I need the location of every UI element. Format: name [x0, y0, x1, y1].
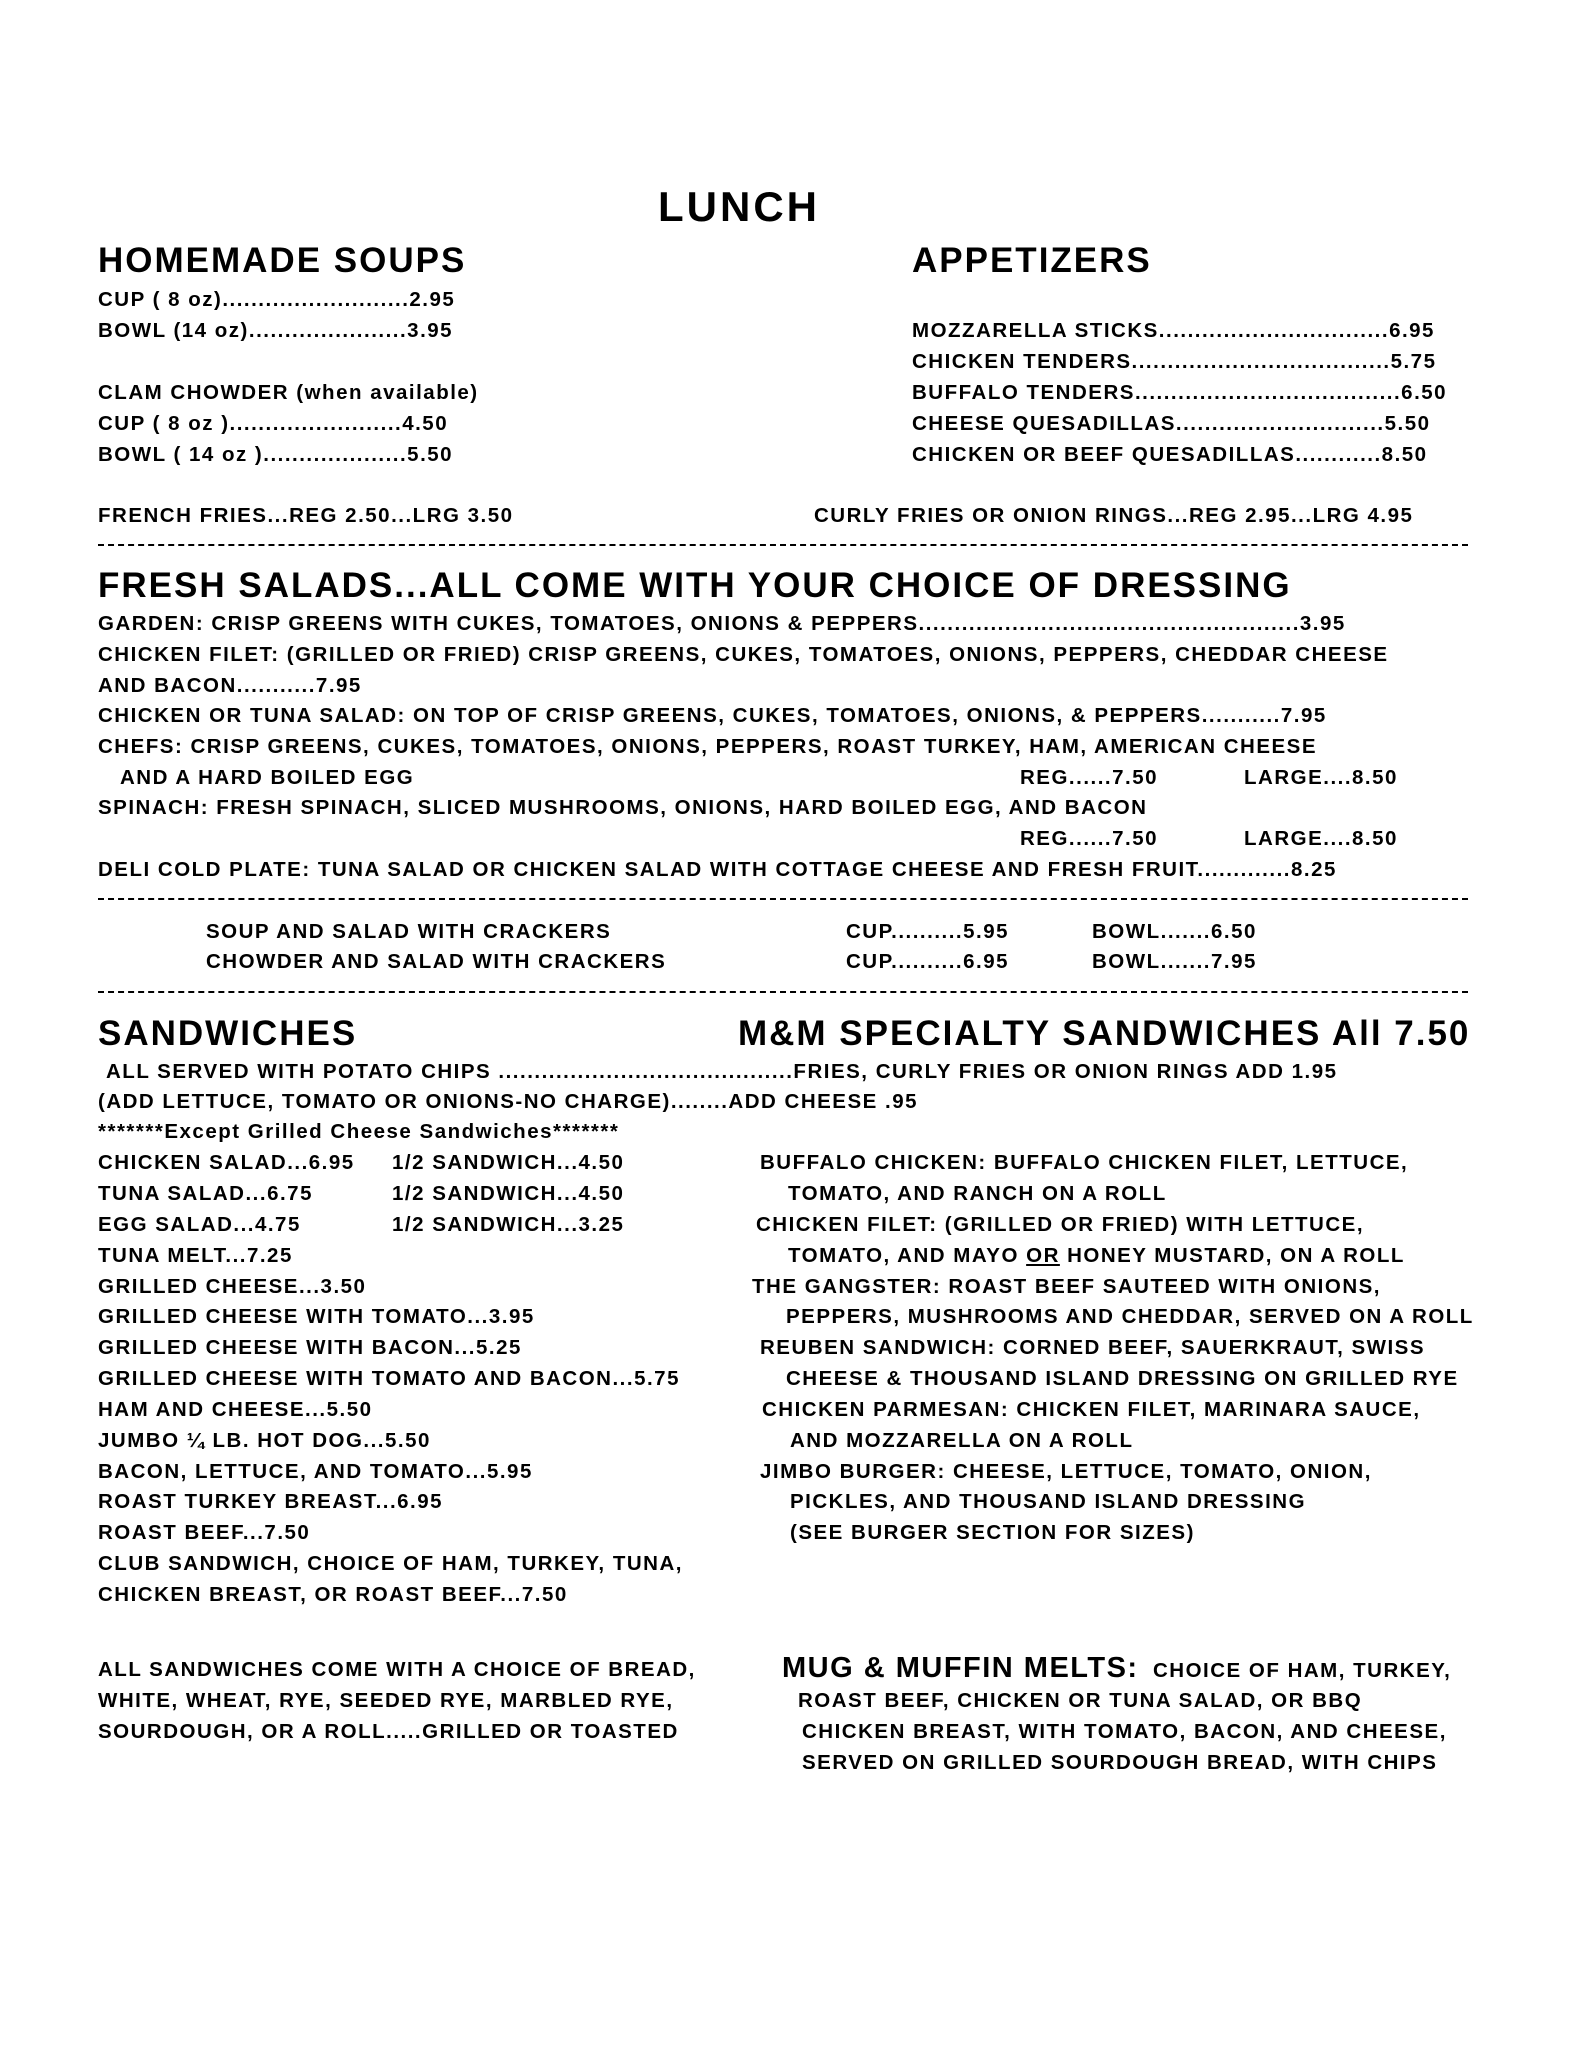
specialty-line: AND MOZZARELLA ON A ROLL [790, 1429, 1134, 1452]
salad-chefs: CHEFS: CRISP GREENS, CUKES, TOMATOES, ONIONS, PEPPERS, ROAST TURKEY, HAM, AMERICAN CHEESE [98, 735, 1318, 758]
clam-chowder-title: CLAM CHOWDER (when available) [98, 381, 479, 404]
specialty-line: BUFFALO CHICKEN: BUFFALO CHICKEN FILET, LETTUCE, [760, 1151, 1409, 1174]
sandwich-item: TUNA MELT...7.25 [98, 1244, 293, 1267]
chowder-bowl-price: BOWL ( 14 oz )....................5.50 [98, 443, 454, 466]
specialty-line: CHICKEN PARMESAN: CHICKEN FILET, MARINARA SAUCE, [762, 1398, 1421, 1421]
sandwich-half-price: 1/2 SANDWICH...4.50 [392, 1182, 625, 1205]
soup-cup-price: CUP ( 8 oz)..........................2.95 [98, 288, 456, 311]
dashed-divider [98, 898, 1468, 900]
salad-chefs-large-price: LARGE....8.50 [1244, 766, 1398, 789]
sandwich-item: TUNA SALAD...6.75 [98, 1182, 313, 1205]
specialty-line: CHICKEN FILET: (GRILLED OR FRIED) WITH LETTUCE, [756, 1213, 1365, 1236]
mug-muffin-heading: MUG & MUFFIN MELTS: [782, 1652, 1139, 1684]
sandwich-item: CHICKEN SALAD...6.95 [98, 1151, 355, 1174]
appetizer-item: MOZZARELLA STICKS................................6.95 [912, 319, 1435, 342]
salad-garden: GARDEN: CRISP GREENS WITH CUKES, TOMATOES, ONIONS & PEPPERS.....................................................3.95 [98, 612, 1346, 635]
specialty-line: (SEE BURGER SECTION FOR SIZES) [790, 1521, 1195, 1544]
chowder-cup-price: CUP ( 8 oz )........................4.50 [98, 412, 449, 435]
salad-spinach-reg-price: REG......7.50 [1020, 827, 1158, 850]
appetizer-item: CHICKEN OR BEEF QUESADILLAS............8.50 [912, 443, 1428, 466]
mug-muffin-line [782, 1654, 1451, 1683]
specialty-line: CHEESE & THOUSAND ISLAND DRESSING ON GRILLED RYE [786, 1367, 1459, 1390]
dashed-divider [98, 991, 1468, 993]
sandwich-item: CLUB SANDWICH, CHOICE OF HAM, TURKEY, TUNA, [98, 1552, 683, 1575]
salads-heading: FRESH SALADS...ALL COME WITH YOUR CHOICE OF DRESSING [98, 566, 1292, 605]
salad-deli-cold-plate: DELI COLD PLATE: TUNA SALAD OR CHICKEN SALAD WITH COTTAGE CHEESE AND FRESH FRUIT.............8.25 [98, 858, 1337, 881]
sandwich-item: EGG SALAD...4.75 [98, 1213, 301, 1236]
specialty-line [788, 1246, 1405, 1267]
sandwich-served-with: ALL SERVED WITH POTATO CHIPS .........................................FRIES, CURLY FRIES OR ONION RINGS ADD 1.95 [106, 1060, 1338, 1083]
combo-chowder-salad: CHOWDER AND SALAD WITH CRACKERS [206, 950, 667, 973]
combo-chowder-salad-bowl: BOWL.......7.95 [1092, 950, 1257, 973]
french-fries-price: FRENCH FRIES...REG 2.50...LRG 3.50 [98, 504, 514, 527]
dashed-divider [98, 544, 1468, 546]
combo-soup-salad-bowl: BOWL.......6.50 [1092, 920, 1257, 943]
menu-title: LUNCH [658, 183, 820, 230]
sandwich-add-lettuce: (ADD LETTUCE, TOMATO OR ONIONS-NO CHARGE)........ADD CHEESE .95 [98, 1090, 919, 1113]
sandwich-item: ROAST BEEF...7.50 [98, 1521, 311, 1544]
sandwich-item: GRILLED CHEESE...3.50 [98, 1275, 367, 1298]
appetizer-item: BUFFALO TENDERS.....................................6.50 [912, 381, 1448, 404]
sandwiches-heading: SANDWICHES [98, 1014, 358, 1053]
salad-chicken-tuna: CHICKEN OR TUNA SALAD: ON TOP OF CRISP GREENS, CUKES, TOMATOES, ONIONS, & PEPPERS...........7.95 [98, 704, 1327, 727]
specialty-line-part: TOMATO, AND MAYO [788, 1244, 1019, 1267]
sandwich-except-note: *******Except Grilled Cheese Sandwiches******* [98, 1120, 620, 1143]
specialty-line: REUBEN SANDWICH: CORNED BEEF, SAUERKRAUT, SWISS [760, 1336, 1426, 1359]
soups-heading: HOMEMADE SOUPS [98, 241, 467, 280]
specialty-line-part: HONEY MUSTARD, ON A ROLL [1067, 1244, 1405, 1267]
soup-bowl-price: BOWL (14 oz)......................3.95 [98, 319, 454, 342]
mug-muffin-line: CHICKEN BREAST, WITH TOMATO, BACON, AND CHEESE, [802, 1720, 1447, 1743]
sandwich-item: BACON, LETTUCE, AND TOMATO...5.95 [98, 1460, 533, 1483]
sandwich-item: JUMBO ¼ LB. HOT DOG...5.50 [98, 1429, 431, 1452]
combo-soup-salad: SOUP AND SALAD WITH CRACKERS [206, 920, 612, 943]
sandwich-item: HAM AND CHEESE...5.50 [98, 1398, 373, 1421]
mug-muffin-line: ROAST BEEF, CHICKEN OR TUNA SALAD, OR BBQ [798, 1689, 1363, 1712]
curly-fries-price: CURLY FRIES OR ONION RINGS...REG 2.95...LRG 4.95 [814, 504, 1414, 527]
sandwich-item: GRILLED CHEESE WITH BACON...5.25 [98, 1336, 522, 1359]
specialty-heading: M&M SPECIALTY SANDWICHES All 7.50 [738, 1014, 1471, 1053]
salad-chefs-reg-price: REG......7.50 [1020, 766, 1158, 789]
salad-chicken-filet: CHICKEN FILET: (GRILLED OR FRIED) CRISP GREENS, CUKES, TOMATOES, ONIONS, PEPPERS, CHEDDAR CHEESE [98, 643, 1389, 666]
specialty-or-underlined: OR [1026, 1244, 1060, 1267]
salad-chefs-cont: AND A HARD BOILED EGG [120, 766, 415, 789]
sandwich-item: GRILLED CHEESE WITH TOMATO AND BACON...5.75 [98, 1367, 680, 1390]
specialty-line: TOMATO, AND RANCH ON A ROLL [788, 1182, 1167, 1205]
specialty-line: PICKLES, AND THOUSAND ISLAND DRESSING [790, 1490, 1307, 1513]
mug-muffin-desc: CHOICE OF HAM, TURKEY, [1152, 1659, 1452, 1682]
combo-chowder-salad-cup: CUP..........6.95 [846, 950, 1009, 973]
specialty-line: PEPPERS, MUSHROOMS AND CHEDDAR, SERVED ON A ROLL [786, 1305, 1474, 1328]
salad-spinach: SPINACH: FRESH SPINACH, SLICED MUSHROOMS, ONIONS, HARD BOILED EGG, AND BACON [98, 796, 1148, 819]
appetizer-item: CHEESE QUESADILLAS.............................5.50 [912, 412, 1431, 435]
specialty-line: JIMBO BURGER: CHEESE, LETTUCE, TOMATO, ONION, [760, 1460, 1372, 1483]
sandwich-item: CHICKEN BREAST, OR ROAST BEEF...7.50 [98, 1583, 568, 1606]
bread-choice-line: SOURDOUGH, OR A ROLL.....GRILLED OR TOASTED [98, 1720, 679, 1743]
appetizer-item: CHICKEN TENDERS....................................5.75 [912, 350, 1437, 373]
combo-soup-salad-cup: CUP..........5.95 [846, 920, 1009, 943]
salad-chicken-filet-price: AND BACON...........7.95 [98, 674, 362, 697]
sandwich-item: ROAST TURKEY BREAST...6.95 [98, 1490, 444, 1513]
sandwich-half-price: 1/2 SANDWICH...3.25 [392, 1213, 625, 1236]
sandwich-half-price: 1/2 SANDWICH...4.50 [392, 1151, 625, 1174]
appetizers-heading: APPETIZERS [912, 241, 1152, 280]
bread-choice-line: WHITE, WHEAT, RYE, SEEDED RYE, MARBLED RYE, [98, 1689, 674, 1712]
mug-muffin-line: SERVED ON GRILLED SOURDOUGH BREAD, WITH CHIPS [802, 1751, 1438, 1774]
sandwich-item: GRILLED CHEESE WITH TOMATO...3.95 [98, 1305, 535, 1328]
salad-spinach-large-price: LARGE....8.50 [1244, 827, 1398, 850]
bread-choice-line: ALL SANDWICHES COME WITH A CHOICE OF BREAD, [98, 1658, 696, 1681]
specialty-line: THE GANGSTER: ROAST BEEF SAUTEED WITH ONIONS, [752, 1275, 1381, 1298]
